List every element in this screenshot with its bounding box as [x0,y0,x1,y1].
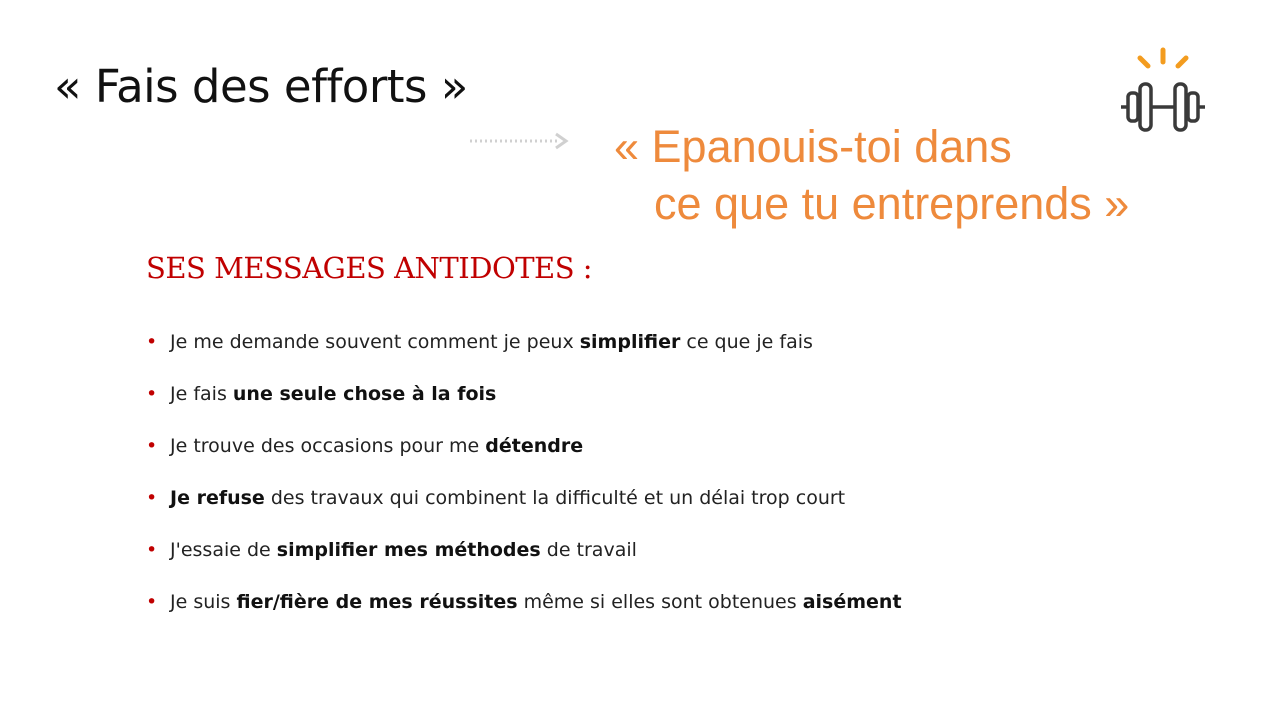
bold-text: simplifier mes méthodes [276,539,541,561]
text: Je fais [170,383,233,405]
list-item [146,431,902,483]
text: de travail [540,539,637,561]
bold-text: Je refuse [170,487,265,509]
bold-text: détendre [485,435,584,457]
bullet-dot-icon: • [146,591,158,613]
slide-subtitle [614,118,1129,232]
text: Je suis [170,591,237,613]
bullet-dot-icon: • [146,435,158,457]
list-item [146,535,902,587]
text: des travaux qui combinent la difficulté et un délai trop court [264,487,846,509]
section-heading: SES MESSAGES ANTIDOTES : [146,251,593,285]
bullet-dot-icon: • [146,331,158,353]
bold-text: aisément [802,591,902,613]
text: même si elles sont obtenues [517,591,803,613]
arrow-right-icon [468,131,572,151]
list-item [146,379,902,431]
text: J'essaie de [170,539,277,561]
bullet-dot-icon: • [146,383,158,405]
text: Je trouve des occasions pour me [170,435,486,457]
dumbbell-icon [1118,46,1208,138]
subtitle-line-1: « Epanouis-toi dans [614,121,1012,172]
text: ce que je fais [680,331,813,353]
bold-text: fier/fière de mes réussites [236,591,518,613]
list-item [146,483,902,535]
bold-text: simplifier [579,331,681,353]
bold-text: une seule chose à la fois [232,383,497,405]
subtitle-line-2: ce que tu entreprends » [654,178,1130,229]
bullet-list [146,327,902,639]
bullet-dot-icon: • [146,539,158,561]
list-item [146,587,902,639]
text: Je me demande souvent comment je peux [170,331,580,353]
slide-title: « Fais des efforts » [54,60,468,113]
list-item [146,327,902,379]
bullet-dot-icon: • [146,487,158,509]
